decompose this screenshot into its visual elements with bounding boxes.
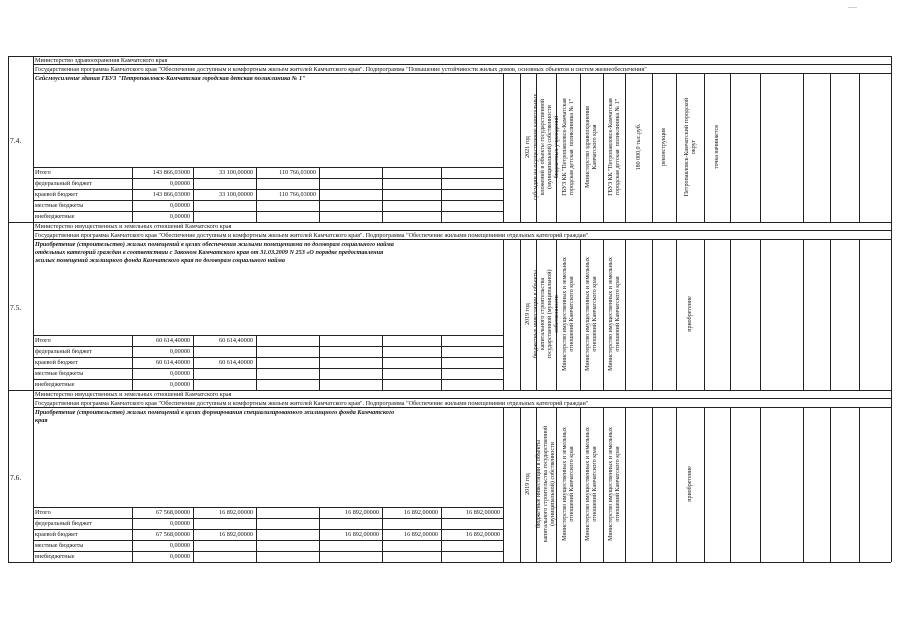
table-rule <box>33 346 503 347</box>
budget-row-label: краевой бюджет <box>35 359 78 366</box>
budget-cell: 16 892,00000 <box>465 531 500 538</box>
table-rule <box>520 407 521 562</box>
budget-cell: 110 766,03000 <box>279 191 316 198</box>
rotated-column-text: Министерство имущественных и земельных отношений Камчатского края <box>607 257 621 371</box>
budget-row-label: Итого <box>35 509 51 516</box>
table-rule <box>625 407 626 562</box>
budget-cell: 0,00000 <box>169 180 190 187</box>
table-rule <box>891 407 892 562</box>
table-rule <box>33 551 503 552</box>
table-rule <box>319 335 320 390</box>
table-rule <box>8 562 891 563</box>
budget-row-label: краевой бюджет <box>35 191 78 198</box>
object-description: жилых помещений жилищного фонда Камчатского края по договорам социального найма <box>35 257 285 264</box>
object-description: края <box>35 417 48 424</box>
budget-row-label: местные бюджеты <box>35 542 84 549</box>
rotated-column-text <box>627 241 651 387</box>
ministry-title: Министерство здравоохранения Камчатского края <box>35 57 168 64</box>
rotated-column-text: Министерство имущественных и земельных отношений Камчатского края <box>585 427 598 541</box>
budget-row-label: федеральный бюджет <box>35 348 92 355</box>
table-rule <box>580 407 581 562</box>
table-rule <box>33 239 891 240</box>
table-rule <box>256 335 257 390</box>
budget-cell: 0,00000 <box>169 520 190 527</box>
budget-row-label: федеральный бюджет <box>35 180 92 187</box>
rotated-column-text: бюджетные инвестиции в объекты капитального строительства государственной (муниципальной) собственности <box>532 269 560 359</box>
table-rule <box>33 211 503 212</box>
budget-row-label: местные бюджеты <box>35 370 84 377</box>
table-rule <box>33 222 34 390</box>
table-rule <box>830 73 831 222</box>
table-rule <box>8 56 9 562</box>
table-rule <box>580 73 581 222</box>
budget-cell: 0,00000 <box>169 542 190 549</box>
budget-row-label: внебюджетные <box>35 553 75 560</box>
table-rule <box>33 335 503 336</box>
budget-cell: 110 766,03000 <box>279 169 316 176</box>
budget-cell: 0,00000 <box>169 553 190 560</box>
section-number: 7.4. <box>10 135 22 145</box>
table-rule <box>33 64 891 65</box>
rotated-column-text: Министерство здравоохранения Камчатского края <box>585 106 598 188</box>
table-rule <box>193 335 194 390</box>
table-rule <box>132 335 133 390</box>
budget-cell: 0,00000 <box>169 213 190 220</box>
table-rule <box>33 357 503 358</box>
table-rule <box>33 167 503 168</box>
section-number: 7.6. <box>10 472 22 482</box>
rotated-column-text: 180 000,0 тыс.руб. <box>635 123 642 171</box>
table-rule <box>652 73 653 222</box>
budget-cell: 67 568,00000 <box>155 531 190 538</box>
table-rule <box>33 407 891 408</box>
budget-cell: 33 100,00000 <box>218 191 253 198</box>
table-rule <box>603 407 604 562</box>
rotated-column-text: реконструкция <box>661 128 667 166</box>
budget-cell: 16 892,00000 <box>344 531 379 538</box>
program-title: Государственная программа Камчатского края "Обеспечение доступным и комфортным жильем жителей Камчатского края". Подпрограмма "Повышение устойчивости жилых домов, основных объектов и систем жизнеобеспечения" <box>35 66 647 73</box>
budget-row-label: Итого <box>35 337 51 344</box>
table-rule <box>33 390 34 562</box>
rotated-column-text: Петропавловск-Камчатский городской округ <box>683 97 697 197</box>
rotated-column-text: бюджетные инвестиции в объекты капитального строительства государственной (муниципальной) собственности <box>536 425 556 543</box>
table-rule <box>580 239 581 390</box>
table-rule <box>33 379 503 380</box>
table-rule <box>625 239 626 390</box>
table-rule <box>33 200 503 201</box>
budget-cell: 0,00000 <box>169 202 190 209</box>
table-rule <box>520 239 521 390</box>
budget-row-label: местные бюджеты <box>35 202 84 209</box>
budget-cell: 0,00000 <box>169 348 190 355</box>
budget-row-label: внебюджетные <box>35 381 75 388</box>
table-rule <box>132 507 133 562</box>
table-rule <box>803 407 804 562</box>
table-rule <box>704 239 705 390</box>
rotated-column-text: Министерство имущественных и земельных отношений Камчатского края <box>561 427 575 541</box>
table-rule <box>603 239 604 390</box>
table-rule <box>803 239 804 390</box>
rotated-column-text <box>706 409 729 559</box>
table-rule <box>503 73 504 222</box>
table-rule <box>33 178 503 179</box>
table-rule <box>319 507 320 562</box>
rotated-column-text <box>627 409 651 559</box>
table-rule <box>441 507 442 562</box>
budget-cell: 60 614,40000 <box>218 337 253 344</box>
budget-cell: 16 892,00000 <box>218 531 253 538</box>
rotated-column-text: 2019 год <box>525 473 531 495</box>
budget-cell: 143 866,03000 <box>152 169 190 176</box>
table-rule <box>625 73 626 222</box>
budget-cell: 0,00000 <box>169 370 190 377</box>
table-rule <box>382 335 383 390</box>
table-rule <box>33 398 891 399</box>
budget-cell: 0,00000 <box>169 381 190 388</box>
budget-cell: 16 892,00000 <box>403 509 438 516</box>
rotated-column-text: 2021 год <box>525 136 531 158</box>
ministry-title: Министерство имущественных и земельных отношений Камчатского края <box>35 391 232 398</box>
rotated-column-text: ГБУЗ КК "Петропавловск-Камчатская городская детская поликлиника № 1" <box>607 98 621 196</box>
ministry-title: Министерство имущественных и земельных отношений Камчатского края <box>35 223 232 230</box>
table-rule <box>676 239 677 390</box>
table-rule <box>652 239 653 390</box>
table-rule <box>704 407 705 562</box>
rotated-column-text: точка начинается <box>714 125 720 169</box>
table-rule <box>319 167 320 222</box>
table-rule <box>256 167 257 222</box>
table-rule <box>760 239 761 390</box>
table-rule <box>33 507 503 508</box>
budget-cell: 16 892,00000 <box>218 509 253 516</box>
table-rule <box>891 239 892 390</box>
budget-row-label: федеральный бюджет <box>35 520 92 527</box>
object-description: Приобретение (строительство) жилых помещений в целях обеспечения жилыми помещениями по договорам социального найма <box>35 241 394 248</box>
table-rule <box>193 167 194 222</box>
budget-cell: 60 614,40000 <box>155 337 190 344</box>
rotated-column-text: Министерство имущественных и земельных отношений Камчатского края <box>607 427 621 541</box>
table-rule <box>33 368 503 369</box>
table-rule <box>830 239 831 390</box>
rotated-column-text: 2019 год <box>525 303 531 325</box>
table-rule <box>503 407 504 562</box>
table-rule <box>33 56 34 222</box>
budget-cell: 60 614,40000 <box>155 359 190 366</box>
table-rule <box>704 73 705 222</box>
object-description: отдельных категорий граждан в соответствии с Законом Камчатского края от 31.03.2009 N 253 «О порядке предоставления <box>35 249 384 256</box>
object-description: Сейсмоусиление здания ГБУЗ "Петропавловск-Камчатская городская детская поликлиника № 1" <box>35 75 306 82</box>
table-rule <box>382 167 383 222</box>
budget-cell: 33 100,00000 <box>218 169 253 176</box>
table-rule <box>803 73 804 222</box>
table-rule <box>503 239 504 390</box>
budget-row-label: внебюджетные <box>35 213 75 220</box>
budget-cell: 60 614,40000 <box>218 359 253 366</box>
rotated-column-text: приобретение <box>687 296 693 332</box>
program-title: Государственная программа Камчатского края "Обеспечение доступным и комфортным жильем жителей Камчатского края". Подпрограмма "Обеспечение жилыми помещениями отдельных категорий граждан" <box>35 232 589 239</box>
table-rule <box>891 73 892 222</box>
budget-cell: 16 892,00000 <box>403 531 438 538</box>
table-rule <box>132 167 133 222</box>
table-rule <box>33 518 503 519</box>
table-rule <box>730 73 731 222</box>
table-rule <box>760 407 761 562</box>
table-rule <box>760 73 761 222</box>
rotated-column-text: ГБУЗ КК "Петропавловск-Камчатская городская детская поликлиника № 1" <box>561 98 575 196</box>
rotated-column-text: субсидии на осуществление капитальных вложений в объекты государственной (муниципальной) собственности бюджетных учреждений <box>532 93 560 201</box>
object-description: Приобретение (строительство) жилых помещений в целях формирования специализированного жилищного фонда Камчатского <box>35 409 395 416</box>
section-number: 7.5. <box>10 302 22 312</box>
table-rule <box>441 167 442 222</box>
table-rule <box>652 407 653 562</box>
table-rule <box>193 507 194 562</box>
corner-mark: — <box>848 2 857 12</box>
table-rule <box>33 73 891 74</box>
rotated-column-text: Министерство имущественных и земельных отношений Камчатского края <box>585 257 598 371</box>
budget-cell: 16 892,00000 <box>465 509 500 516</box>
rotated-column-text <box>654 241 675 387</box>
rotated-column-text: Министерство имущественных и земельных отношений Камчатского края <box>561 257 575 371</box>
table-rule <box>441 335 442 390</box>
rotated-column-text: приобретение <box>687 466 693 502</box>
table-rule <box>830 407 831 562</box>
budget-cell: 16 892,00000 <box>344 509 379 516</box>
budget-cell: 143 866,03000 <box>152 191 190 198</box>
table-rule <box>730 239 731 390</box>
table-rule <box>603 73 604 222</box>
table-rule <box>256 507 257 562</box>
budget-row-label: Итого <box>35 169 51 176</box>
table-rule <box>676 407 677 562</box>
table-rule <box>730 407 731 562</box>
rotated-column-text <box>706 241 729 387</box>
budget-row-label: краевой бюджет <box>35 531 78 538</box>
table-rule <box>33 529 503 530</box>
table-rule <box>676 73 677 222</box>
program-title: Государственная программа Камчатского края "Обеспечение доступным и комфортным жильем жителей Камчатского края". Подпрограмма "Обеспечение жилыми помещениями отдельных категорий граждан" <box>35 400 589 407</box>
table-rule <box>33 189 503 190</box>
table-rule <box>859 239 860 390</box>
table-rule <box>520 73 521 222</box>
table-rule <box>382 507 383 562</box>
budget-cell: 67 568,00000 <box>155 509 190 516</box>
table-rule <box>859 73 860 222</box>
table-rule <box>33 540 503 541</box>
rotated-column-text <box>654 409 675 559</box>
table-rule <box>859 407 860 562</box>
table-rule <box>33 230 891 231</box>
